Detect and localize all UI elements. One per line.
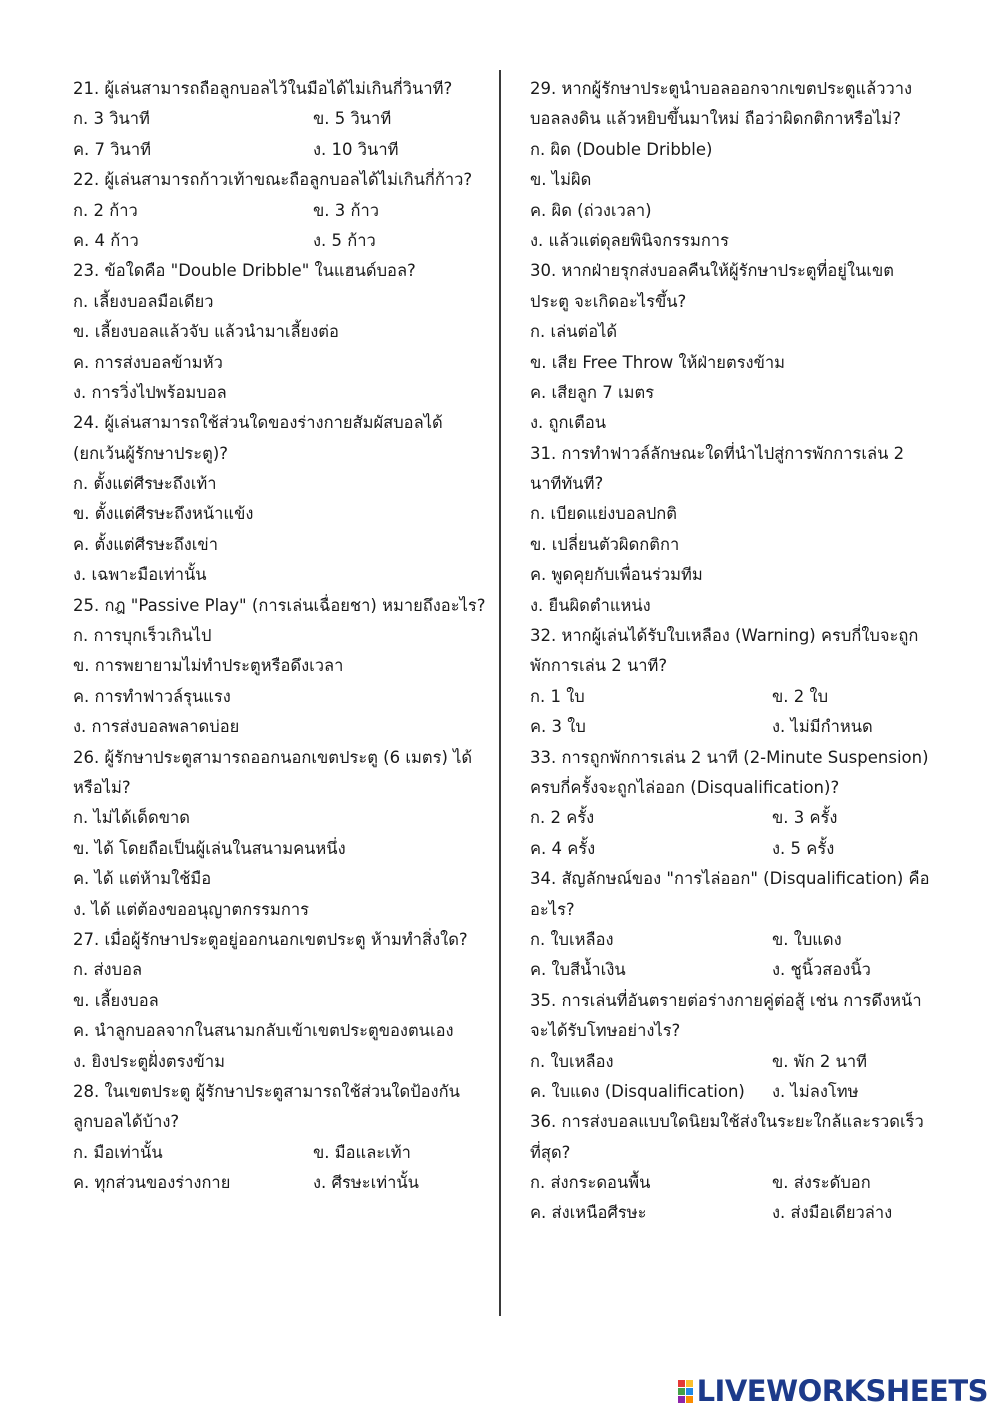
logo-square: [678, 1388, 685, 1395]
answer-option: ก. 2 ครั้ง: [530, 808, 595, 828]
question-text: 33. การถูกพักการเล่น 2 นาที (2-Minute Suspension): [530, 747, 929, 767]
answer-options-row: [530, 834, 930, 864]
text-line: (ยกเว้นผู้รักษาประตู)?: [73, 443, 229, 463]
text-line: ก. เล่นต่อได้: [530, 322, 618, 342]
text-line: ก. ตั้งแต่ศีรษะถึงเท้า: [73, 474, 217, 494]
answer-option: ก. 3 วินาที: [73, 109, 150, 129]
question-text: 31. การทำฟาวล์ลักษณะใดที่นำไปสู่การพักการเล่น 2: [530, 443, 905, 463]
question-text: 22. ผู้เล่นสามารถก้าวเท้าขณะถือลูกบอลได้ไม่เกินกี่ก้าว?: [73, 170, 473, 190]
text-line: ก. การบุกเร็วเกินไป: [73, 626, 212, 646]
text-line: ค. ตั้งแต่ศีรษะถึงเข่า: [73, 534, 218, 554]
answer-option: ค. ใบแดง (Disqualification): [530, 1081, 745, 1101]
answer-option: ง. 10 วินาที: [313, 139, 399, 159]
liveworksheets-brand[interactable]: [678, 1374, 988, 1408]
question-text: 28. ในเขตประตู ผู้รักษาประตูสามารถใช้ส่วนใดป้องกัน: [73, 1081, 460, 1101]
text-line: ข. เลี้ยงบอล: [73, 990, 159, 1010]
logo-square: [686, 1388, 693, 1395]
answer-option: ค. ใบสีน้ำเงิน: [530, 960, 626, 980]
text-line: ค. การส่งบอลข้ามหัว: [73, 352, 223, 372]
answer-option: ข. 3 ครั้ง: [772, 808, 838, 828]
answer-options-row: [530, 955, 930, 985]
answer-options-row: [530, 1077, 930, 1107]
brand-name: LIVEWORKSHEETS: [696, 1374, 988, 1408]
text-line: ค. ผิด (ถ่วงเวลา): [530, 200, 652, 220]
answer-option: ง. ชูนิ้วสองนิ้ว: [772, 960, 871, 980]
answer-option: ข. 5 วินาที: [313, 109, 392, 129]
text-line: ง. ถูกเตือน: [530, 413, 607, 433]
text-line: ง. การวิ่งไปพร้อมบอล: [73, 382, 227, 402]
answer-option: ง. ไม่ลงโทษ: [772, 1081, 859, 1101]
text-line: ง. การส่งบอลพลาดบ่อย: [73, 717, 240, 737]
text-line: ก. เลี้ยงบอลมือเดียว: [73, 291, 214, 311]
answer-options-row: [73, 196, 478, 226]
right-question-column: [530, 74, 930, 1229]
text-line: ค. ได้ แต่ห้ามใช้มือ: [73, 869, 212, 889]
text-line: ง. เฉพาะมือเท่านั้น: [73, 565, 207, 585]
answer-option: ค. 4 ก้าว: [73, 230, 139, 250]
question-text: 21. ผู้เล่นสามารถถือลูกบอลไว้ในมือได้ไม่เกินกี่วินาที?: [73, 79, 453, 98]
text-line: อะไร?: [530, 899, 575, 919]
text-line: บอลลงดิน แล้วหยิบขึ้นมาใหม่ ถือว่าผิดกติกาหรือไม่?: [530, 109, 902, 129]
text-line: ก. เบียดแย่งบอลปกติ: [530, 504, 678, 524]
answer-options-row: [530, 925, 930, 955]
answer-option: ง. 5 ครั้ง: [772, 838, 835, 858]
answer-option: ก. ใบเหลือง: [530, 1051, 614, 1071]
text-line: ง. ยิงประตูฝั่งตรงข้าม: [73, 1051, 225, 1071]
logo-square: [686, 1396, 693, 1403]
text-line: พักการเล่น 2 นาที?: [530, 656, 668, 676]
answer-option: ค. 3 ใบ: [530, 717, 586, 737]
text-line: ลูกบอลได้บ้าง?: [73, 1112, 180, 1132]
answer-option: ง. 5 ก้าว: [313, 230, 376, 250]
answer-option: ง. ส่งมือเดียวล่าง: [772, 1203, 893, 1223]
question-text: 36. การส่งบอลแบบใดนิยมใช้ส่งในระยะใกล้และรวดเร็ว: [530, 1112, 924, 1132]
text-line: ก. ไม่ได้เด็ดขาด: [73, 808, 190, 828]
answer-option: ง. ไม่มีกำหนด: [772, 717, 873, 737]
text-line: ข. ได้ โดยถือเป็นผู้เล่นในสนามคนหนึ่ง: [73, 838, 346, 858]
question-text: 23. ข้อใดคือ "Double Dribble" ในแฮนด์บอล?: [73, 261, 416, 281]
answer-options-row: [530, 803, 930, 833]
text-line: ง. ได้ แต่ต้องขออนุญาตกรรมการ: [73, 899, 309, 919]
answer-option: ข. มือและเท้า: [313, 1142, 411, 1162]
question-text: 29. หากผู้รักษาประตูนำบอลออกจากเขตประตูแล้ววาง: [530, 79, 913, 98]
text-line: ข. เลี้ยงบอลแล้วจับ แล้วนำมาเลี้ยงต่อ: [73, 322, 339, 342]
answer-option: ข. พัก 2 นาที: [772, 1051, 868, 1071]
logo-square: [686, 1380, 693, 1387]
text-line: นาทีทันที?: [530, 474, 604, 494]
answer-options-row: [530, 712, 930, 742]
answer-option: ก. 1 ใบ: [530, 686, 585, 706]
question-text: 24. ผู้เล่นสามารถใช้ส่วนใดของร่างกายสัมผัสบอลได้: [73, 413, 443, 433]
text-line: จะได้รับโทษอย่างไร?: [530, 1021, 681, 1041]
answer-options-row: [73, 1138, 478, 1168]
text-line: ง. แล้วแต่ดุลยพินิจกรรมการ: [530, 230, 729, 250]
text-line: ที่สุด?: [530, 1142, 571, 1162]
answer-option: ค. 4 ครั้ง: [530, 838, 596, 858]
question-text: 32. หากผู้เล่นได้รับใบเหลือง (Warning) ครบกี่ใบจะถูก: [530, 626, 919, 646]
answer-options-row: [530, 1047, 930, 1077]
text-line: ครบกี่ครั้งจะถูกไล่ออก (Disqualification)?: [530, 777, 840, 797]
text-line: ค. นำลูกบอลจากในสนามกลับเข้าเขตประตูของตนเอง: [73, 1021, 454, 1041]
answer-option: ข. ใบแดง: [772, 929, 842, 949]
text-line: ข. ไม่ผิด: [530, 170, 592, 190]
question-text: 26. ผู้รักษาประตูสามารถออกนอกเขตประตู (6 เมตร) ได้: [73, 747, 473, 767]
logo-square: [678, 1380, 685, 1387]
liveworksheets-logo-icon: [678, 1380, 693, 1403]
text-line: ค. พูดคุยกับเพื่อนร่วมทีม: [530, 565, 703, 585]
text-line: ข. เปลี่ยนตัวผิดกติกา: [530, 534, 680, 554]
answer-options-row: [73, 1168, 478, 1198]
text-line: ก. ผิด (Double Dribble): [530, 139, 713, 159]
answer-options-row: [530, 682, 930, 712]
question-text: 30. หากฝ่ายรุกส่งบอลคืนให้ผู้รักษาประตูที่อยู่ในเขต: [530, 261, 894, 281]
text-line: ง. ยืนผิดตำแหน่ง: [530, 595, 651, 615]
answer-option: ค. ส่งเหนือศีรษะ: [530, 1203, 647, 1223]
answer-option: ค. 7 วินาที: [73, 139, 151, 159]
question-text: 25. กฎ "Passive Play" (การเล่นเฉื่อยชา) หมายถึงอะไร?: [73, 595, 486, 615]
answer-option: ค. ทุกส่วนของร่างกาย: [73, 1173, 231, 1193]
left-question-column: [73, 74, 486, 1198]
answer-options-row: [73, 104, 478, 134]
text-line: ค. การทำฟาวล์รุนแรง: [73, 686, 231, 706]
text-line: ข. การพยายามไม่ทำประตูหรือดึงเวลา: [73, 656, 344, 676]
text-line: ก. ส่งบอล: [73, 960, 143, 980]
answer-option: ข. 3 ก้าว: [313, 200, 380, 220]
answer-options-row: [530, 1168, 930, 1198]
question-text: 27. เมื่อผู้รักษาประตูอยู่ออกนอกเขตประตู ห้ามทำสิ่งใด?: [73, 929, 468, 949]
text-line: ข. ตั้งแต่ศีรษะถึงหน้าแข้ง: [73, 504, 254, 524]
text-line: หรือไม่?: [73, 777, 131, 797]
answer-options-row: [530, 1198, 930, 1228]
question-text: 35. การเล่นที่อันตรายต่อร่างกายคู่ต่อสู้ เช่น การดึงหน้า: [530, 990, 922, 1010]
text-line: ค. เสียลูก 7 เมตร: [530, 382, 655, 402]
answer-option: ก. มือเท่านั้น: [73, 1142, 163, 1162]
answer-option: ง. ศีรษะเท่านั้น: [313, 1173, 419, 1193]
answer-options-row: [73, 226, 478, 256]
answer-options-row: [73, 135, 478, 165]
column-divider: [499, 70, 501, 1316]
answer-option: ข. 2 ใบ: [772, 686, 829, 706]
answer-option: ข. ส่งระดับอก: [772, 1173, 871, 1193]
logo-square: [678, 1396, 685, 1403]
answer-option: ก. ใบเหลือง: [530, 929, 614, 949]
question-text: 34. สัญลักษณ์ของ "การไล่ออก" (Disqualification) คือ: [530, 869, 930, 889]
text-line: ประตู จะเกิดอะไรขึ้น?: [530, 291, 687, 311]
answer-option: ก. ส่งกระดอนพื้น: [530, 1173, 651, 1193]
answer-option: ก. 2 ก้าว: [73, 200, 138, 220]
text-line: ข. เสีย Free Throw ให้ฝ่ายตรงข้าม: [530, 352, 786, 372]
